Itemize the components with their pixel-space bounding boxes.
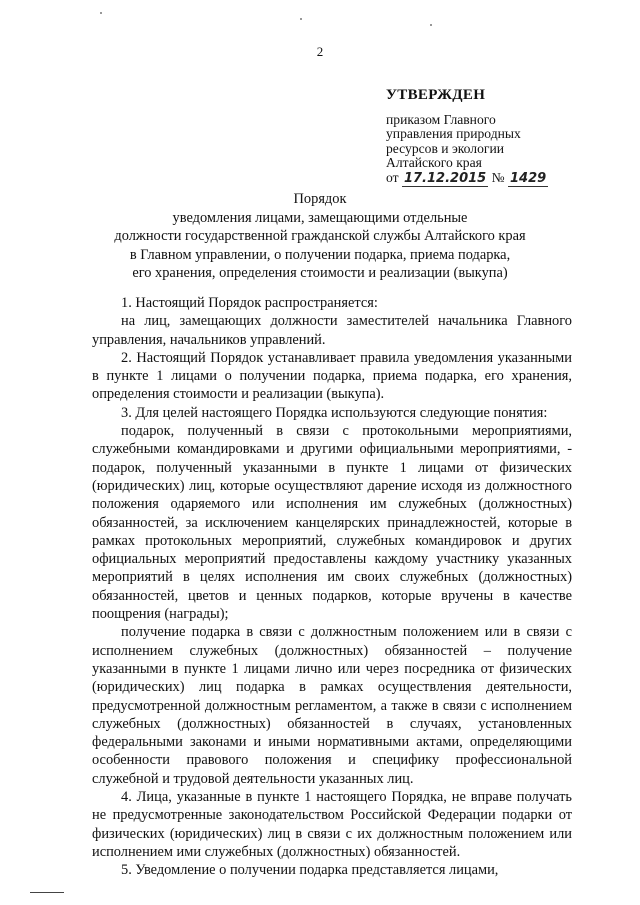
scan-speck	[100, 12, 102, 14]
paragraph: на лиц, замещающих должности заместителей начальника Главного управления, начальников управлений.	[92, 313, 572, 348]
document-body	[92, 294, 572, 880]
approval-line: приказом Главного	[386, 111, 496, 127]
paragraph: 4. Лица, указанные в пункте 1 настоящего Порядка, не вправе получать не предусмотренные законодательством Российской Федерации подарки от физических (юридических) лиц в связи с их должностным положением или исполнением ими служебных (должностных) обязанностей.	[92, 789, 572, 860]
number-sign: №	[491, 169, 505, 185]
approval-line: Алтайского края	[386, 155, 482, 170]
handwritten-date: 17.12.2015	[403, 170, 487, 186]
date-prefix: от	[386, 169, 399, 185]
heading-line: его хранения, определения стоимости и реализации (выкупа)	[132, 264, 508, 281]
approval-line: ресурсов и экологии	[386, 140, 505, 156]
page-number: 2	[316, 44, 324, 59]
approval-date-line	[386, 171, 586, 188]
paragraph: подарок, полученный в связи с протокольными мероприятиями, служебными командировками и другими официальными мероприятиями, - подарок, полученный указанными в пункте 1 лицами от физических (юридических) лиц, которые осуществляют дарение исходя из должностного положения одаряемого или исполнения им служебных (должностных) обязанностей, за исключением канцелярских принадлежностей, которые в рамках протокольных мероприятий, служебных командировок и других официальных мероприятий предоставлены каждому участнику указанных мероприятий в целях исполнения им своих служебных (должностных) обязанностей, цветов и ценных подарков, которые вручены в качестве поощрения (награды);	[92, 423, 572, 623]
handwritten-number: 1429	[510, 170, 547, 186]
document-heading	[60, 190, 580, 282]
scan-speck	[300, 18, 302, 20]
scan-mark	[30, 892, 64, 893]
paragraph: 2. Настоящий Порядок устанавливает правила уведомления указанными в пункте 1 лицами о получении подарка, приема подарка, его хранения, определения стоимости и реализации (выкупа).	[92, 349, 572, 403]
approval-line: управления природных	[386, 126, 521, 141]
heading-title: Порядок	[293, 191, 347, 207]
paragraph: 3. Для целей настоящего Порядка используются следующие понятия:	[121, 404, 548, 421]
heading-line: должности государственной гражданской службы Алтайского края	[114, 228, 526, 245]
approval-block	[386, 88, 586, 187]
paragraph: получение подарка в связи с должностным положением или в связи с исполнением служебных (должностных) обязанностей – получение указанными в пункте 1 лицами лично или через посредника от физических (юридических) лиц подарка в рамках осуществления деятельности, предусмотренной должностным регламентом, а также в связи с исполнением служебных (должностных) обязанностей в случаях, установленных федеральными законами и иными нормативными актами, определяющими особенности правового положения и специфику профессиональной служебной и трудовой деятельности указанных лиц.	[92, 624, 572, 787]
paragraph: 5. Уведомление о получении подарка представляется лицами,	[121, 862, 499, 879]
heading-line: в Главном управлении, о получении подарка, приема подарка,	[129, 246, 511, 263]
approval-title: УТВЕРЖДЕН	[386, 87, 486, 103]
heading-line: уведомления лицами, замещающими отдельные	[172, 210, 468, 227]
paragraph: 1. Настоящий Порядок распространяется:	[121, 295, 378, 311]
scan-speck	[430, 24, 432, 26]
